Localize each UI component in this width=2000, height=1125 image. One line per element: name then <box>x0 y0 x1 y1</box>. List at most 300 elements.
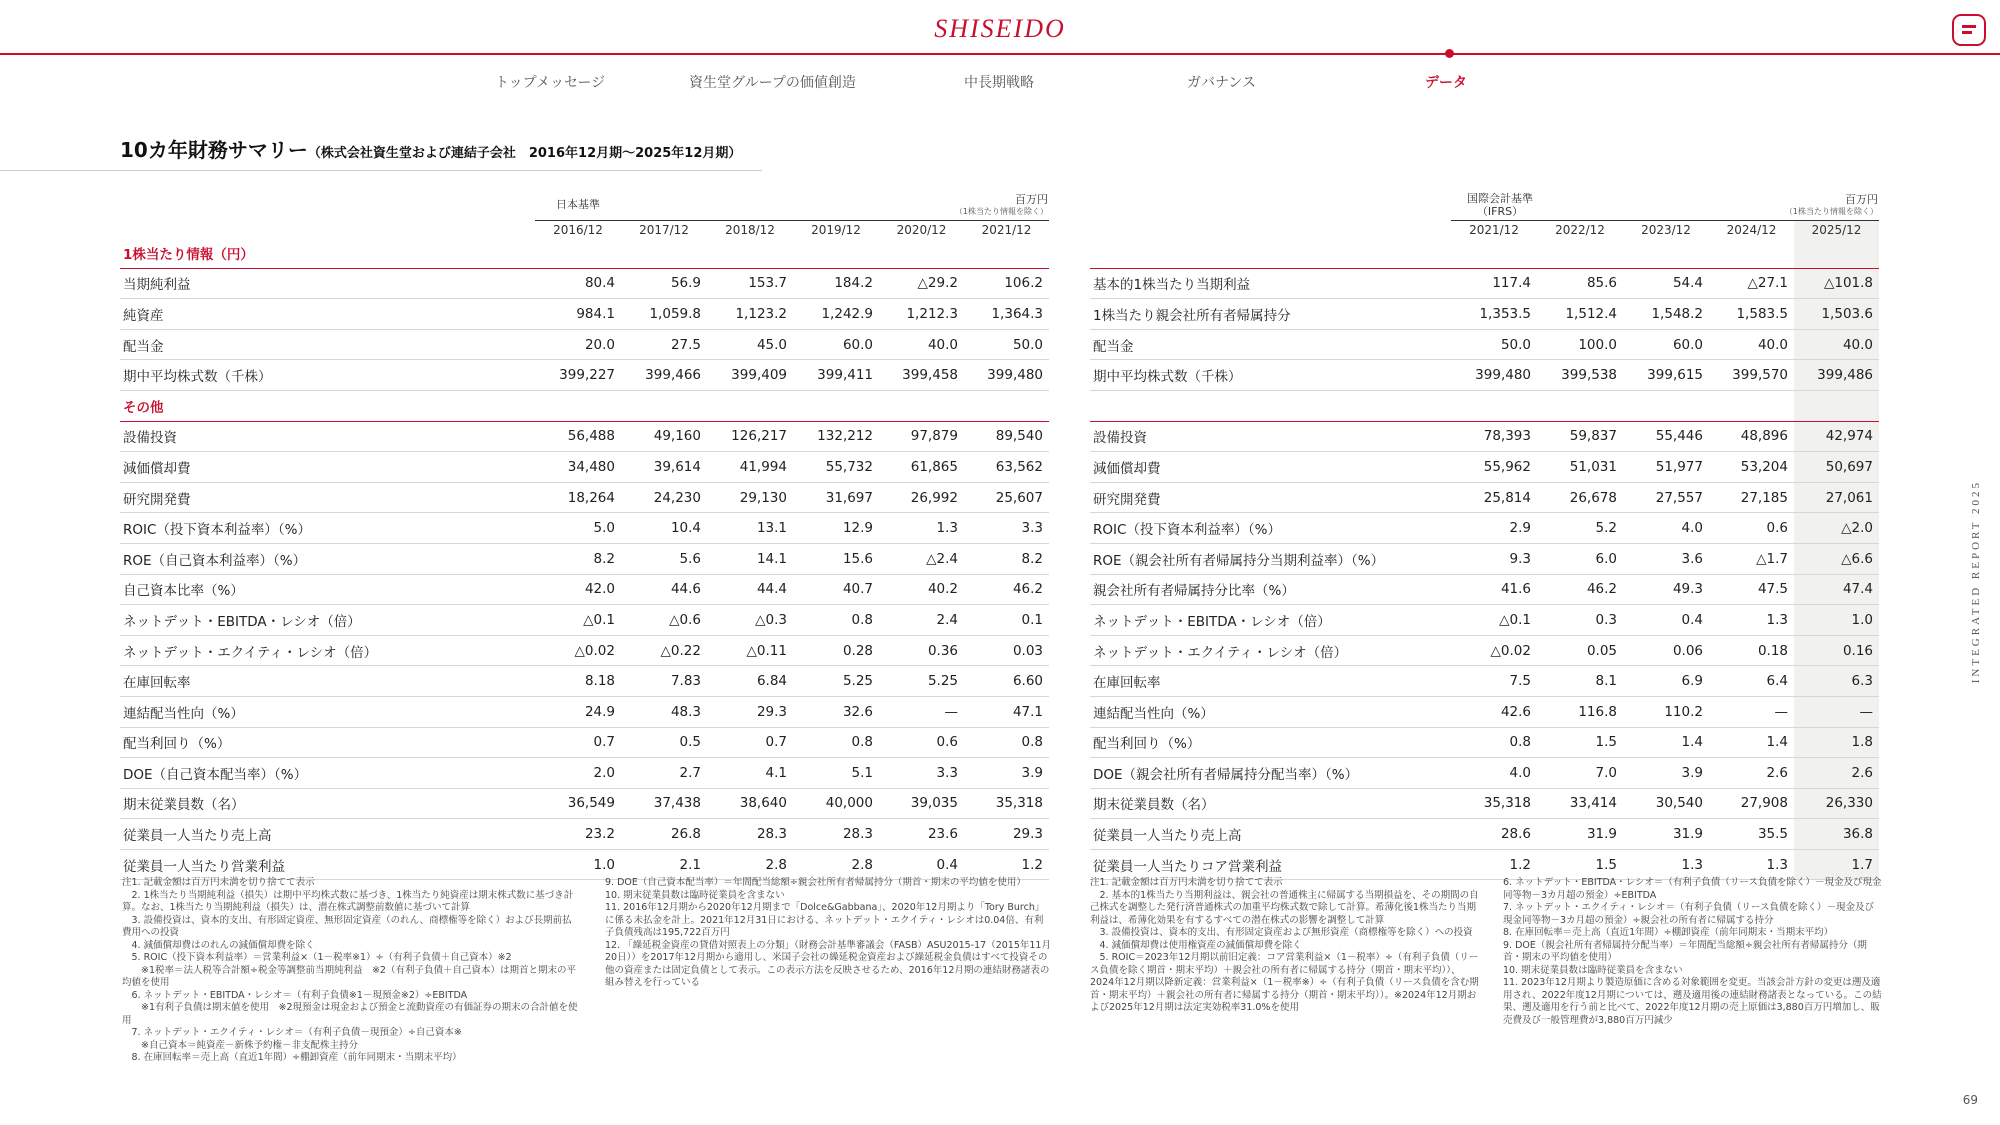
value-cell: 4.1 <box>707 758 793 789</box>
section-header-row <box>120 390 1049 421</box>
row-label: 配当利回り（%） <box>1090 727 1451 758</box>
section-spacer <box>879 238 964 268</box>
table-row <box>1090 268 1879 299</box>
table-row <box>120 543 1049 574</box>
table-row <box>120 360 1049 391</box>
value-cell: 26.8 <box>621 819 707 850</box>
value-cell: 399,538 <box>1537 360 1623 391</box>
right-standard-ifrs: （IFRS） <box>1476 205 1524 218</box>
value-cell: 8.2 <box>964 543 1049 574</box>
value-cell: 29,130 <box>707 482 793 513</box>
footnote: 11. 2023年12月期より製造原価に含める対象範囲を変更。当該会計方針の変更は遡及適用され、2022年度12月期については、遡及適用後の連結財務諸表となっている。この結果、遡及適用を行う前と比べて、2022年度12月期の売上原価は3,880百万円増加し、販売費及び一般管理費が3,880百万円減少 <box>1503 977 1882 1026</box>
value-cell: 47.5 <box>1709 574 1794 605</box>
value-cell: 0.6 <box>879 727 964 758</box>
value-cell: 6.84 <box>707 666 793 697</box>
value-cell: 2.9 <box>1451 513 1537 544</box>
value-cell: 20.0 <box>535 329 621 360</box>
value-cell: 4.0 <box>1623 513 1709 544</box>
table-row <box>120 758 1049 789</box>
footnote: 3. 設備投資は、資本的支出、有形固定資産および無形資産（商標権等を除く）への投資 <box>1090 927 1473 938</box>
table-row <box>1090 299 1879 330</box>
section-title: 1株当たり情報（円） <box>120 238 535 268</box>
value-cell: 38,640 <box>707 788 793 819</box>
right-notes-col1 <box>1090 877 1482 1015</box>
section-spacer <box>1709 390 1794 421</box>
value-cell: 45.0 <box>707 329 793 360</box>
row-label: DOE（親会社所有者帰属持分配当率）（%） <box>1090 758 1451 789</box>
left-financial-table <box>120 238 1049 880</box>
row-label: 配当金 <box>120 329 535 360</box>
value-cell: 55,732 <box>793 452 879 483</box>
table-row <box>120 727 1049 758</box>
table-row <box>1090 696 1879 727</box>
section-spacer <box>621 238 707 268</box>
value-cell: 24,230 <box>621 482 707 513</box>
footnote: 8. 在庫回転率＝売上高（直近1年間）÷棚卸資産（前年同期末・当期末平均） <box>1503 927 1834 938</box>
row-label: 従業員一人当たりコア営業利益 <box>1090 849 1451 880</box>
footnote: ※1有利子負債は期末値を使用 ※2現預金は現金および預金と流動資産の有価証券の期末の合計値を使用 <box>122 1002 578 1026</box>
report-side-label: INTEGRATED REPORT 2025 <box>1970 480 1982 684</box>
value-cell: 8.1 <box>1537 666 1623 697</box>
value-cell: — <box>1794 696 1879 727</box>
section-spacer <box>879 390 964 421</box>
row-label: 基本的1株当たり当期利益 <box>1090 268 1451 299</box>
value-cell: 399,570 <box>1709 360 1794 391</box>
value-cell: 0.7 <box>535 727 621 758</box>
value-cell: 40.0 <box>1709 329 1794 360</box>
nav-item-data[interactable]: データ <box>1425 75 1467 91</box>
table-row <box>1090 513 1879 544</box>
section-spacer <box>964 238 1049 268</box>
value-cell: 36,549 <box>535 788 621 819</box>
value-cell: 56.9 <box>621 268 707 299</box>
value-cell: 5.25 <box>793 666 879 697</box>
value-cell: 85.6 <box>1537 268 1623 299</box>
value-cell: 60.0 <box>793 329 879 360</box>
value-cell: 399,615 <box>1623 360 1709 391</box>
table-row <box>120 605 1049 636</box>
value-cell: 1.7 <box>1794 849 1879 880</box>
row-label: 配当利回り（%） <box>120 727 535 758</box>
section-spacer <box>1451 238 1537 268</box>
year-label: 2019/12 <box>811 223 861 237</box>
section-header-row <box>120 238 1049 268</box>
value-cell: △0.22 <box>621 635 707 666</box>
value-cell: 116.8 <box>1537 696 1623 727</box>
value-cell: 40.2 <box>879 574 964 605</box>
value-cell: 1.3 <box>1709 849 1794 880</box>
value-cell: 0.8 <box>1451 727 1537 758</box>
value-cell: 1,242.9 <box>793 299 879 330</box>
value-cell: 50.0 <box>964 329 1049 360</box>
left-notes-col1 <box>122 877 580 1065</box>
table-row <box>1090 360 1879 391</box>
row-label: 期末従業員数（名） <box>1090 788 1451 819</box>
value-cell: 7.83 <box>621 666 707 697</box>
nav-item-governance[interactable]: ガバナンス <box>1187 75 1256 91</box>
value-cell: 41.6 <box>1451 574 1537 605</box>
row-label: ネットデット・エクイティ・レシオ（倍） <box>120 635 535 666</box>
section-title <box>1090 238 1451 268</box>
value-cell: △101.8 <box>1794 268 1879 299</box>
page-number: 69 <box>1962 1093 1978 1107</box>
value-cell: △1.7 <box>1709 543 1794 574</box>
footnote: 12. 「繰延税金資産の貸借対照表上の分類」（財務会計基準審議会（FASB）ASU2015-17（2015年11月20日））を2017年12月期から適用し、米国子会社の繰延税金資産および繰延税金負債はすべて投資その他の資産または固定負債として表示。この表示方法を反映させるため、2016年12月期の連結財務諸表の組み替えを行っている <box>605 939 1051 988</box>
section-spacer <box>1794 390 1879 421</box>
table-row <box>120 635 1049 666</box>
value-cell: 48.3 <box>621 696 707 727</box>
section-spacer <box>621 390 707 421</box>
section-spacer <box>1623 390 1709 421</box>
value-cell: 0.8 <box>964 727 1049 758</box>
value-cell: 40,000 <box>793 788 879 819</box>
value-cell: 29.3 <box>707 696 793 727</box>
value-cell: 0.18 <box>1709 635 1794 666</box>
value-cell: 984.1 <box>535 299 621 330</box>
value-cell: 30,540 <box>1623 788 1709 819</box>
row-label: 減価償却費 <box>1090 452 1451 483</box>
table-row <box>1090 727 1879 758</box>
row-label: 配当金 <box>1090 329 1451 360</box>
value-cell: 399,466 <box>621 360 707 391</box>
value-cell: 110.2 <box>1623 696 1709 727</box>
value-cell: 1,353.5 <box>1451 299 1537 330</box>
section-title <box>1090 390 1451 421</box>
row-label: 在庫回転率 <box>1090 666 1451 697</box>
table-row <box>1090 666 1879 697</box>
value-cell: 49.3 <box>1623 574 1709 605</box>
table-row <box>1090 758 1879 789</box>
page-title <box>120 134 741 163</box>
value-cell: 42.0 <box>535 574 621 605</box>
value-cell: 54.4 <box>1623 268 1709 299</box>
value-cell: 26,330 <box>1794 788 1879 819</box>
value-cell: 89,540 <box>964 421 1049 452</box>
value-cell: 5.2 <box>1537 513 1623 544</box>
value-cell: 48,896 <box>1709 421 1794 452</box>
value-cell: 6.4 <box>1709 666 1794 697</box>
year-label: 2023/12 <box>1641 223 1691 237</box>
nav-item-value-creation[interactable]: 資生堂グループの価値創造 <box>689 75 856 91</box>
value-cell: 1.4 <box>1623 727 1709 758</box>
value-cell: 47.4 <box>1794 574 1879 605</box>
value-cell: △0.6 <box>621 605 707 636</box>
table-row <box>120 513 1049 544</box>
value-cell: △0.02 <box>1451 635 1537 666</box>
footnote: 4. 減価償却費はのれんの減価償却費を除く <box>122 939 315 951</box>
value-cell: 51,977 <box>1623 452 1709 483</box>
value-cell: 399,480 <box>1451 360 1537 391</box>
footnote: 5. ROIC＝2023年12月期以前旧定義：コア営業利益×（1－税率）÷（有利子負債（リース負債を除く期首・期末平均）＋親会社の所有者に帰属する持分（期首・期末平均））、2024年12月期以降新定義：営業利益×（1－税率※）÷（有利子負債（リース負債を含む期首・期末平均）＋親会社の所有者に帰属する持分（期首・期末平均））。※2024年12月期および2025年12月期は法定実効税率31.0%を使用 <box>1090 952 1479 1013</box>
footnote: 注1. 記載金額は百万円未満を切り捨てて表示 <box>1090 877 1283 888</box>
value-cell: 27,061 <box>1794 482 1879 513</box>
value-cell: 399,458 <box>879 360 964 391</box>
value-cell: 12.9 <box>793 513 879 544</box>
table-row <box>1090 329 1879 360</box>
value-cell: 0.05 <box>1537 635 1623 666</box>
value-cell: 0.8 <box>793 605 879 636</box>
section-spacer <box>707 390 793 421</box>
top-navigation <box>0 72 2000 92</box>
table-row <box>1090 635 1879 666</box>
table-row <box>120 788 1049 819</box>
value-cell: 29.3 <box>964 819 1049 850</box>
row-label: 期中平均株式数（千株） <box>1090 360 1451 391</box>
value-cell: 399,486 <box>1794 360 1879 391</box>
value-cell: 1,548.2 <box>1623 299 1709 330</box>
value-cell: 13.1 <box>707 513 793 544</box>
value-cell: 40.7 <box>793 574 879 605</box>
footnote: 9. DOE（自己資本配当率）＝年間配当総額÷親会社所有者帰属持分（期首・期末の平均値を使用） <box>605 877 1026 888</box>
row-label: 期中平均株式数（千株） <box>120 360 535 391</box>
menu-icon[interactable] <box>1952 14 1986 46</box>
table-row <box>120 696 1049 727</box>
row-label: 期末従業員数（名） <box>120 788 535 819</box>
table-row <box>120 299 1049 330</box>
row-label: 従業員一人当たり営業利益 <box>120 849 535 880</box>
value-cell: 5.25 <box>879 666 964 697</box>
value-cell: 56,488 <box>535 421 621 452</box>
value-cell: 44.6 <box>621 574 707 605</box>
value-cell: 36.8 <box>1794 819 1879 850</box>
row-label: ROIC（投下資本利益率）（%） <box>1090 513 1451 544</box>
value-cell: 50,697 <box>1794 452 1879 483</box>
value-cell: 27,185 <box>1709 482 1794 513</box>
value-cell: 399,411 <box>793 360 879 391</box>
footnote: 5. ROIC（投下資本利益率）＝営業利益×（1－税率※1）÷（有利子負債＋自己資本）※2 <box>122 952 512 963</box>
value-cell: 7.5 <box>1451 666 1537 697</box>
value-cell: 0.8 <box>793 727 879 758</box>
value-cell: 31.9 <box>1623 819 1709 850</box>
value-cell: 6.3 <box>1794 666 1879 697</box>
value-cell: △0.11 <box>707 635 793 666</box>
table-row <box>1090 574 1879 605</box>
footnote: 7. ネットデット・エクイティ・レシオ＝（有利子負債（リース負債を除く）－現金及び現金同等物－3カ月超の預金）÷親会社の所有者に帰属する持分 <box>1503 902 1874 926</box>
value-cell: 44.4 <box>707 574 793 605</box>
left-unit-note: （1株当たり情報を除く） <box>954 207 1048 216</box>
value-cell: △0.1 <box>535 605 621 636</box>
value-cell: 6.0 <box>1537 543 1623 574</box>
row-label: ROE（親会社所有者帰属持分当期利益率）（%） <box>1090 543 1451 574</box>
title-text: 10カ年財務サマリー <box>120 138 308 162</box>
table-row <box>120 819 1049 850</box>
value-cell: 26,678 <box>1537 482 1623 513</box>
value-cell: 1,059.8 <box>621 299 707 330</box>
footnote: 2. 基本的1株当たり当期利益は、親会社の普通株主に帰属する当期損益を、その期間の自己株式を調整した発行済普通株式の加重平均株式数で除して計算。希薄化後1株当たり当期利益は、希薄化効果を有するすべての潜在株式の影響を調整して計算 <box>1090 889 1479 926</box>
footnote: 6. ネットデット・EBITDA・レシオ＝（有利子負債（リース負債を除く）－現金及び現金同等物－3カ月超の預金）÷EBITDA <box>1503 877 1882 901</box>
value-cell: 60.0 <box>1623 329 1709 360</box>
value-cell: 28.3 <box>793 819 879 850</box>
value-cell: 27,908 <box>1709 788 1794 819</box>
value-cell: 28.3 <box>707 819 793 850</box>
value-cell: 42.6 <box>1451 696 1537 727</box>
value-cell: 14.1 <box>707 543 793 574</box>
value-cell: 8.2 <box>535 543 621 574</box>
value-cell: 80.4 <box>535 268 621 299</box>
value-cell: 1.3 <box>1623 849 1709 880</box>
value-cell: — <box>1709 696 1794 727</box>
value-cell: 49,160 <box>621 421 707 452</box>
value-cell: 34,480 <box>535 452 621 483</box>
value-cell: 25,814 <box>1451 482 1537 513</box>
nav-divider <box>0 53 2000 55</box>
value-cell: 28.6 <box>1451 819 1537 850</box>
footnote: 10. 期末従業員数は臨時従業員を含まない <box>605 889 785 901</box>
footnote: 6. ネットデット・EBITDA・レシオ＝（有利子負債※1－現預金※2）÷EBITDA <box>122 989 468 1001</box>
left-year-header <box>535 220 1049 239</box>
value-cell: 2.4 <box>879 605 964 636</box>
value-cell: — <box>879 696 964 727</box>
table-row <box>1090 452 1879 483</box>
row-label: 連結配当性向（%） <box>1090 696 1451 727</box>
value-cell: 1,212.3 <box>879 299 964 330</box>
value-cell: △2.4 <box>879 543 964 574</box>
footnote: 2. 1株当たり当期純利益（損失）は期中平均株式数に基づき、1株当たり純資産は期末株式数に基づき計算。なお、1株当たり当期純利益（損失）は、潜在株式調整前数値に基づいて計算 <box>122 889 574 913</box>
table-row <box>120 329 1049 360</box>
row-label: 自己資本比率（%） <box>120 574 535 605</box>
value-cell: 8.18 <box>535 666 621 697</box>
value-cell: 4.0 <box>1451 758 1537 789</box>
value-cell: 40.0 <box>879 329 964 360</box>
table-row <box>1090 605 1879 636</box>
value-cell: 47.1 <box>964 696 1049 727</box>
row-label: 減価償却費 <box>120 452 535 483</box>
right-unit-label: 百万円 <box>1845 193 1878 206</box>
table-row <box>120 452 1049 483</box>
value-cell: 33,414 <box>1537 788 1623 819</box>
year-label: 2021/12 <box>981 223 1032 237</box>
table-row <box>1090 819 1879 850</box>
value-cell: 55,962 <box>1451 452 1537 483</box>
value-cell: 132,212 <box>793 421 879 452</box>
shiseido-logo[interactable]: SHISEIDO <box>934 14 1066 43</box>
value-cell: 3.9 <box>964 758 1049 789</box>
footnote: 注1. 記載金額は百万円未満を切り捨てて表示 <box>122 877 315 888</box>
value-cell: 6.60 <box>964 666 1049 697</box>
value-cell: 5.6 <box>621 543 707 574</box>
section-header-row <box>1090 238 1879 268</box>
left-notes-col2 <box>605 877 1052 990</box>
footnote: 7. ネットデット・エクイティ・レシオ＝（有利子負債－現預金）÷自己資本※ <box>122 1027 462 1038</box>
value-cell: 41,994 <box>707 452 793 483</box>
value-cell: 24.9 <box>535 696 621 727</box>
value-cell: 2.8 <box>793 849 879 880</box>
section-spacer <box>793 238 879 268</box>
value-cell: 42,974 <box>1794 421 1879 452</box>
value-cell: 0.4 <box>1623 605 1709 636</box>
row-label: 純資産 <box>120 299 535 330</box>
value-cell: 39,035 <box>879 788 964 819</box>
value-cell: 25,607 <box>964 482 1049 513</box>
value-cell: 6.9 <box>1623 666 1709 697</box>
value-cell: 0.7 <box>707 727 793 758</box>
value-cell: 0.03 <box>964 635 1049 666</box>
table-row <box>1090 849 1879 880</box>
value-cell: △6.6 <box>1794 543 1879 574</box>
right-standard-label: 国際会計基準 <box>1467 192 1533 205</box>
table-row <box>1090 421 1879 452</box>
value-cell: 2.6 <box>1794 758 1879 789</box>
value-cell: 26,992 <box>879 482 964 513</box>
value-cell: 10.4 <box>621 513 707 544</box>
value-cell: 15.6 <box>793 543 879 574</box>
value-cell: 1,583.5 <box>1709 299 1794 330</box>
nav-item-strategy[interactable]: 中長期戦略 <box>964 75 1034 91</box>
right-year-header <box>1451 220 1879 239</box>
value-cell: 32.6 <box>793 696 879 727</box>
table-row <box>120 482 1049 513</box>
value-cell: 51,031 <box>1537 452 1623 483</box>
value-cell: 3.6 <box>1623 543 1709 574</box>
footnote: ※自己資本＝純資産－新株予約権－非支配株主持分 <box>122 1039 358 1051</box>
section-spacer <box>1537 238 1623 268</box>
value-cell: 7.0 <box>1537 758 1623 789</box>
value-cell: 1.0 <box>1794 605 1879 636</box>
value-cell: 2.1 <box>621 849 707 880</box>
section-spacer <box>1709 238 1794 268</box>
value-cell: △0.1 <box>1451 605 1537 636</box>
value-cell: 27.5 <box>621 329 707 360</box>
value-cell: 23.2 <box>535 819 621 850</box>
value-cell: △0.02 <box>535 635 621 666</box>
footnote: ※1税率＝法人税等合計額÷税金等調整前当期純利益 ※2（有利子負債＋自己資本）は期首と期末の平均値を使用 <box>122 964 576 988</box>
year-label: 2020/12 <box>896 223 947 237</box>
title-divider <box>0 170 762 171</box>
value-cell: 5.1 <box>793 758 879 789</box>
value-cell: 1,503.6 <box>1794 299 1879 330</box>
value-cell: 18,264 <box>535 482 621 513</box>
value-cell: 1.2 <box>1451 849 1537 880</box>
value-cell: 0.4 <box>879 849 964 880</box>
section-spacer <box>535 390 621 421</box>
value-cell: 35,318 <box>964 788 1049 819</box>
value-cell: 1,123.2 <box>707 299 793 330</box>
table-row <box>120 849 1049 880</box>
value-cell: 399,480 <box>964 360 1049 391</box>
nav-item-top-message[interactable]: トップメッセージ <box>495 75 606 91</box>
left-unit-label: 百万円 <box>1015 193 1048 206</box>
table-row <box>1090 543 1879 574</box>
value-cell: 184.2 <box>793 268 879 299</box>
value-cell: △2.0 <box>1794 513 1879 544</box>
footnote: 9. DOE（親会社所有者帰属持分配当率）＝年間配当総額÷親会社所有者帰属持分（期首・期末の平均値を使用） <box>1503 939 1867 963</box>
value-cell: 100.0 <box>1537 329 1623 360</box>
table-row <box>120 666 1049 697</box>
value-cell: 39,614 <box>621 452 707 483</box>
row-label: ネットデット・エクイティ・レシオ（倍） <box>1090 635 1451 666</box>
table-row <box>120 268 1049 299</box>
row-label: 当期純利益 <box>120 268 535 299</box>
footnote: 8. 在庫回転率＝売上高（直近1年間）÷棚卸資産（前年同期末・当期末平均） <box>122 1052 462 1063</box>
value-cell: △0.3 <box>707 605 793 636</box>
value-cell: 0.6 <box>1709 513 1794 544</box>
right-unit-note: （1株当たり情報を除く） <box>1784 207 1878 216</box>
value-cell: 0.1 <box>964 605 1049 636</box>
section-spacer <box>964 390 1049 421</box>
table-row <box>1090 482 1879 513</box>
value-cell: 0.3 <box>1537 605 1623 636</box>
value-cell: 1.0 <box>535 849 621 880</box>
year-label: 2017/12 <box>639 223 689 237</box>
value-cell: 31,697 <box>793 482 879 513</box>
title-subtitle: （株式会社資生堂および連結子会社 2016年12月期〜2025年12月期） <box>307 146 742 161</box>
value-cell: 2.8 <box>707 849 793 880</box>
value-cell: 46.2 <box>964 574 1049 605</box>
value-cell: 106.2 <box>964 268 1049 299</box>
row-label: 1株当たり親会社所有者帰属持分 <box>1090 299 1451 330</box>
row-label: DOE（自己資本配当率）（%） <box>120 758 535 789</box>
value-cell: 78,393 <box>1451 421 1537 452</box>
